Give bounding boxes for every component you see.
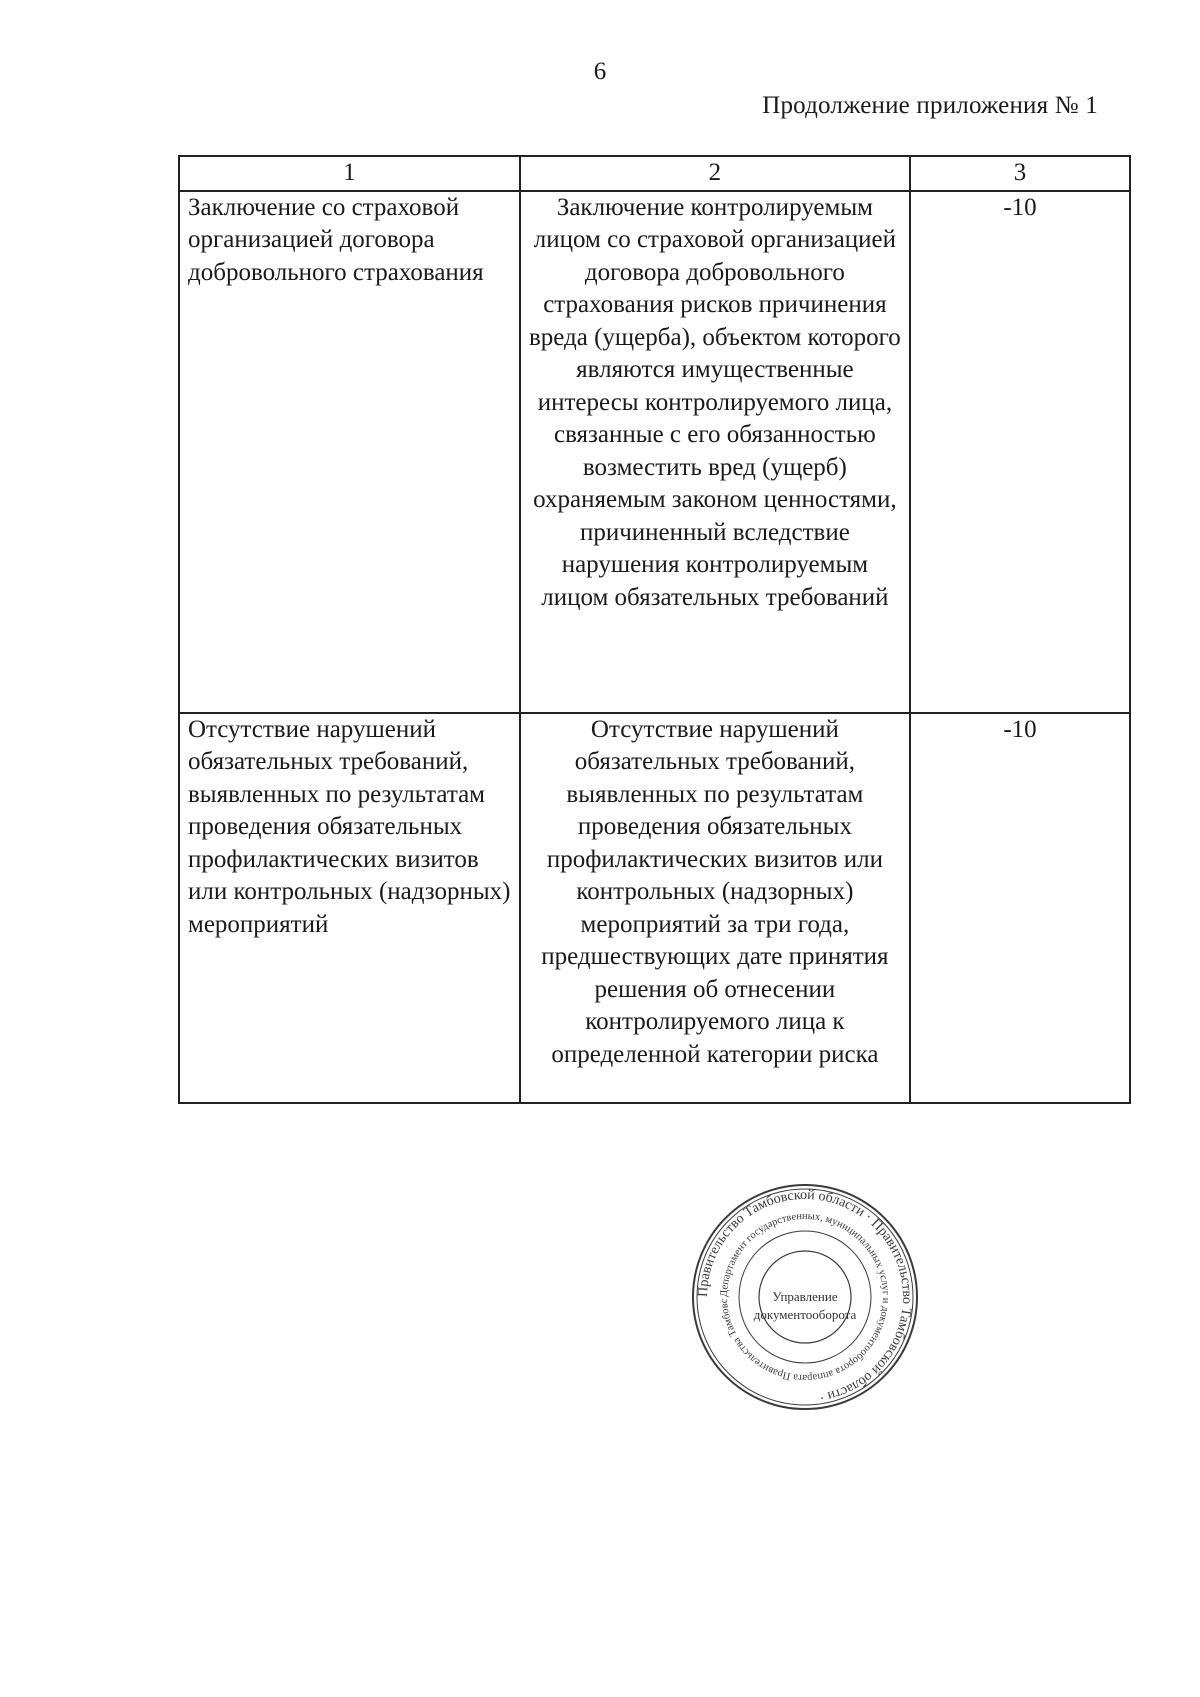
appendix-note: Продолжение приложения № 1 xyxy=(762,92,1098,119)
criterion-cell: Заключение со страховой организацией договора добровольного страхования xyxy=(179,191,520,713)
table-header-cell: 3 xyxy=(910,156,1130,191)
table-header-row xyxy=(179,156,1130,191)
page-number: 6 xyxy=(593,58,607,85)
description-cell: Заключение контролируемым лицом со страховой организацией договора добровольного страхования рисков причинения вреда (ущерба), объектом которого являются имущественные интересы контролируемого лица, связанные с его обязанностью возместить вред (ущерб) охраняемым законом ценностями, причиненный вследствие нарушения контролируемым лицом обязательных требований xyxy=(520,191,910,713)
seal-inner-text: Департамент государственных, муниципальных услуг и документооборота аппарата Правительства Тамбовс xyxy=(718,1210,892,1384)
table-header-cell: 1 xyxy=(179,156,520,191)
criterion-cell: Отсутствие нарушений обязательных требований, выявленных по результатам проведения обязательных профилактических визитов или контрольных (надзорных) мероприятий xyxy=(179,713,520,1103)
table-row xyxy=(179,713,1130,1103)
description-cell: Отсутствие нарушений обязательных требований, выявленных по результатам проведения обязательных профилактических визитов или контрольных (надзорных) мероприятий за три года, предшествующих дате принятия решения об отнесении контролируемого лица к определенной категории риска xyxy=(520,713,910,1103)
seal-outer-text: Правительство Тамбовской области · Правительство Тамбовской области · xyxy=(695,1187,915,1405)
points-cell: -10 xyxy=(910,713,1130,1103)
seal-center-text: Управление документооборота xyxy=(753,1289,857,1322)
table-header-cell: 2 xyxy=(520,156,910,191)
table-row xyxy=(179,191,1130,713)
document-table xyxy=(178,155,1131,1104)
points-cell: -10 xyxy=(910,191,1130,713)
